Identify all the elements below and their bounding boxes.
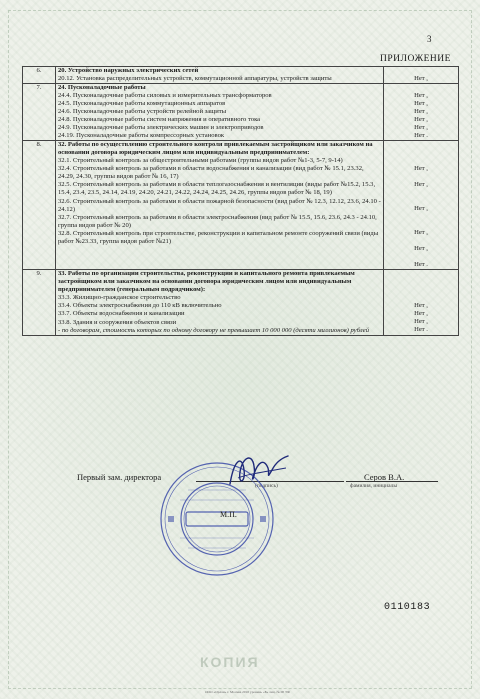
copy-watermark: КОПИЯ bbox=[200, 654, 260, 670]
row-number: 9. bbox=[23, 270, 56, 335]
item-value: Нет , bbox=[414, 108, 428, 116]
row-values bbox=[384, 84, 459, 141]
row-content bbox=[56, 270, 384, 335]
item-value: Нет , bbox=[414, 75, 428, 83]
list-item: 33.8. Здания и сооружения объектов связи bbox=[58, 318, 177, 326]
row-note: - по договорам, стоимость которых по одному договору не превышает 10 000 000 (десяти миллионов) рублей bbox=[58, 326, 370, 334]
table-row bbox=[23, 84, 459, 141]
item-value: Нет . bbox=[414, 132, 428, 140]
row-heading: 24. Пусконаладочные работы bbox=[58, 84, 146, 92]
item-value: Нет . bbox=[414, 261, 428, 269]
item-value: Нет , bbox=[414, 100, 428, 108]
list-item: 24.4. Пусконаладочные работы силовых и измерительных трансформаторов bbox=[58, 92, 272, 100]
row-content bbox=[56, 67, 384, 84]
list-item: 24.19. Пусконаладочные работы компрессорных установок bbox=[58, 132, 225, 140]
list-item: 32.1. Строительный контроль за общестроительными работами (группы видов работ №1-3, 5-7, 9-14) bbox=[58, 157, 343, 165]
list-item: 24.5. Пусконаладочные работы коммутационных аппаратов bbox=[58, 100, 226, 108]
handwritten-signature bbox=[224, 448, 294, 497]
list-item: 32.7. Строительный контроль за работами в области электроснабжения (вид работ № 15.5, 15.6, 23.6, 24.3 - 24.10, группа видов работ № 20) bbox=[58, 213, 377, 229]
item-value: Нет . bbox=[414, 326, 428, 334]
item-value: Нет , bbox=[414, 124, 428, 132]
item-value: Нет , bbox=[414, 205, 428, 213]
item-value: Нет , bbox=[414, 245, 428, 253]
table-row bbox=[23, 270, 459, 335]
row-values bbox=[384, 141, 459, 270]
table-row bbox=[23, 141, 459, 270]
list-item: 32.4. Строительный контроль за работами в области водоснабжения и канализации (вид работ № 15.1, 23.32, 24.29, 24.30, группы видов работ № 16, 17) bbox=[58, 165, 364, 181]
list-item: 20.12. Установка распределительных устройств, коммутационной аппаратуры, устройств защиты bbox=[58, 75, 332, 83]
table-row bbox=[23, 67, 459, 84]
row-values bbox=[384, 67, 459, 84]
row-content bbox=[56, 84, 384, 141]
list-item: 24.6. Пусконаладочные работы устройств релейной защиты bbox=[58, 108, 227, 116]
row-number: 7. bbox=[23, 84, 56, 141]
signer-position: Первый зам. директора bbox=[77, 472, 162, 482]
item-value: Нет , bbox=[414, 302, 428, 310]
list-item: 32.6. Строительный контроль за работами в области пожарной безопасности (вид работ № 12.3, 12.12, 23.6, 24.10 - 24.12) bbox=[58, 197, 381, 213]
list-item: 32.5. Строительный контроль за работами в области теплогазоснабжения и вентиляции (виды работ №15.2, 15.3, 15.4, 23.4, 23.5, 24.14, 24.19, 24.20, 24.21, 24.22, 24.24, 24.25, 24.26, группы видов работ № 18, 19) bbox=[58, 181, 376, 197]
list-item: 33.3. Жилищно-гражданское строительство bbox=[58, 294, 181, 302]
row-number: 8. bbox=[23, 141, 56, 270]
print-footer: ООО «Орлан» г. Москва 2010 уровень «Б» лиц. № 00 ТФ bbox=[205, 690, 290, 694]
list-item: 24.9. Пусконаладочные работы электрических машин и электроприводов bbox=[58, 124, 264, 132]
item-value: Нет , bbox=[414, 116, 428, 124]
name-caption: фамилия, инициалы bbox=[350, 483, 398, 489]
list-item: 24.8. Пусконаладочные работы систем напряжения и оперативного тока bbox=[58, 116, 261, 124]
row-heading: 32. Работы по осуществлению строительного контроля привлекаемым застройщиком или заказчиком на основании договора юридическим лицом или индивидуальным предпринимателем: bbox=[58, 141, 373, 157]
signer-name: Серов В.А. bbox=[364, 472, 405, 482]
permits-table bbox=[22, 66, 459, 336]
list-item: 33.4. Объекты электроснабжения до 110 кВ включительно bbox=[58, 302, 222, 310]
row-heading: 20. Устройство наружных электрических сетей bbox=[58, 67, 199, 74]
item-value: Нет , bbox=[414, 92, 428, 100]
item-value: Нет , bbox=[414, 229, 428, 237]
item-value: Нет , bbox=[414, 310, 428, 318]
row-values bbox=[384, 270, 459, 335]
item-value: Нет , bbox=[414, 181, 428, 189]
item-value: Нет , bbox=[414, 165, 428, 173]
item-value: Нет , bbox=[414, 318, 428, 326]
row-heading: 33. Работы по организации строительства, реконструкции и капитального ремонта привлекаемым застройщиком или заказчиком на основании договора юридическим лицом или индивидуальным предпринимателем (генеральным подрядчиком): bbox=[58, 270, 355, 294]
list-item: 33.7. Объекты водоснабжения и канализации bbox=[58, 310, 185, 318]
page-number: 3 bbox=[427, 34, 432, 44]
list-item: 32.8. Строительный контроль при строительстве, реконструкции и капитальном ремонте сооружений связи (виды работ №23.33, группа видов работ №21) bbox=[58, 229, 379, 245]
name-line bbox=[346, 481, 438, 482]
row-content bbox=[56, 141, 384, 270]
serial-number: 0110183 bbox=[384, 602, 431, 613]
signature-caption: (подпись) bbox=[255, 483, 278, 489]
row-number: 6. bbox=[23, 67, 56, 84]
stamp-mark: М.П. bbox=[220, 510, 237, 519]
appendix-title: ПРИЛОЖЕНИЕ bbox=[380, 54, 451, 64]
